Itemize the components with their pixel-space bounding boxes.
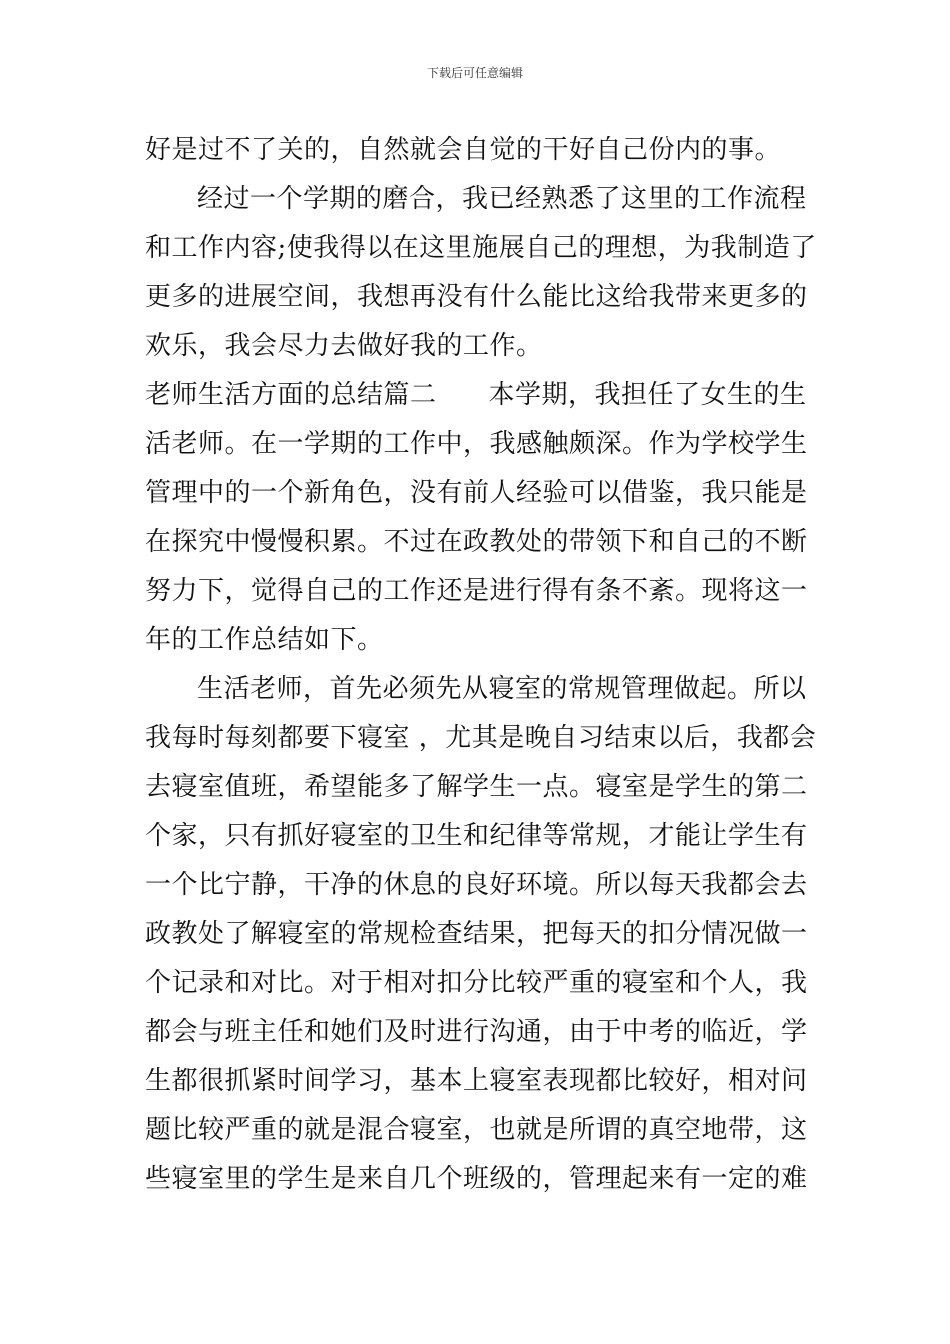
section-title-line xyxy=(145,371,807,420)
text-line: 努力下，觉得自己的工作还是进行得有条不紊。现将这一 xyxy=(145,576,808,606)
text-line: 更多的进展空间，我想再没有什么能比这给我带来更多的 xyxy=(145,282,808,312)
text-line: 个记录和对比。对于相对扣分比较严重的寝室和个人，我 xyxy=(145,968,808,998)
text-line: 题比较严重的就是混合寝室，也就是所谓的真空地带，这 xyxy=(145,1115,808,1145)
text-line: 活老师。在一学期的工作中，我感触颇深。作为学校学生 xyxy=(145,429,808,459)
text-line: 经过一个学期的磨合，我已经熟悉了这里的工作流程 xyxy=(197,184,807,214)
section-first-text: 本学期，我担任了女生的生 xyxy=(488,380,807,410)
text-line: 在探究中慢慢积累。不过在政教处的带领下和自己的不断 xyxy=(145,527,808,557)
document-body xyxy=(145,126,817,1204)
text-line: 去寝室值班，希望能多了解学生一点。寝室是学生的第二 xyxy=(145,772,808,802)
text-line: 好是过不了关的，自然就会自觉的干好自己份内的事。 xyxy=(145,135,782,165)
page-header: 下载后可任意编辑 xyxy=(426,66,523,80)
text-line: 和工作内容;使我得以在这里施展自己的理想，为我制造了 xyxy=(145,233,817,263)
text-line: 个家，只有抓好寝室的卫生和纪律等常规，才能让学生有 xyxy=(145,821,808,851)
text-line: 一个比宁静，干净的休息的良好环境。所以每天我都会去 xyxy=(145,870,808,900)
text-line: 生活老师，首先必须先从寝室的常规管理做起。所以 xyxy=(197,674,807,704)
text-line: 些寝室里的学生是来自几个班级的，管理起来有一定的难 xyxy=(145,1164,808,1194)
text-line: 我每时每刻都要下寝室 ，尤其是晚自习结束以后，我都会 xyxy=(145,723,817,753)
text-line: 都会与班主任和她们及时进行沟通，由于中考的临近，学 xyxy=(145,1017,808,1047)
text-line: 欢乐，我会尽力去做好我的工作。 xyxy=(145,331,543,361)
text-line: 年的工作总结如下。 xyxy=(145,625,384,655)
text-line: 生都很抓紧时间学习，基本上寝室表现都比较好，相对问 xyxy=(145,1066,808,1096)
section-title: 老师生活方面的总结篇二 xyxy=(145,380,437,410)
text-line: 管理中的一个新角色，没有前人经验可以借鉴，我只能是 xyxy=(145,478,808,508)
text-line: 政教处了解寝室的常规检查结果，把每天的扣分情况做一 xyxy=(145,919,808,949)
